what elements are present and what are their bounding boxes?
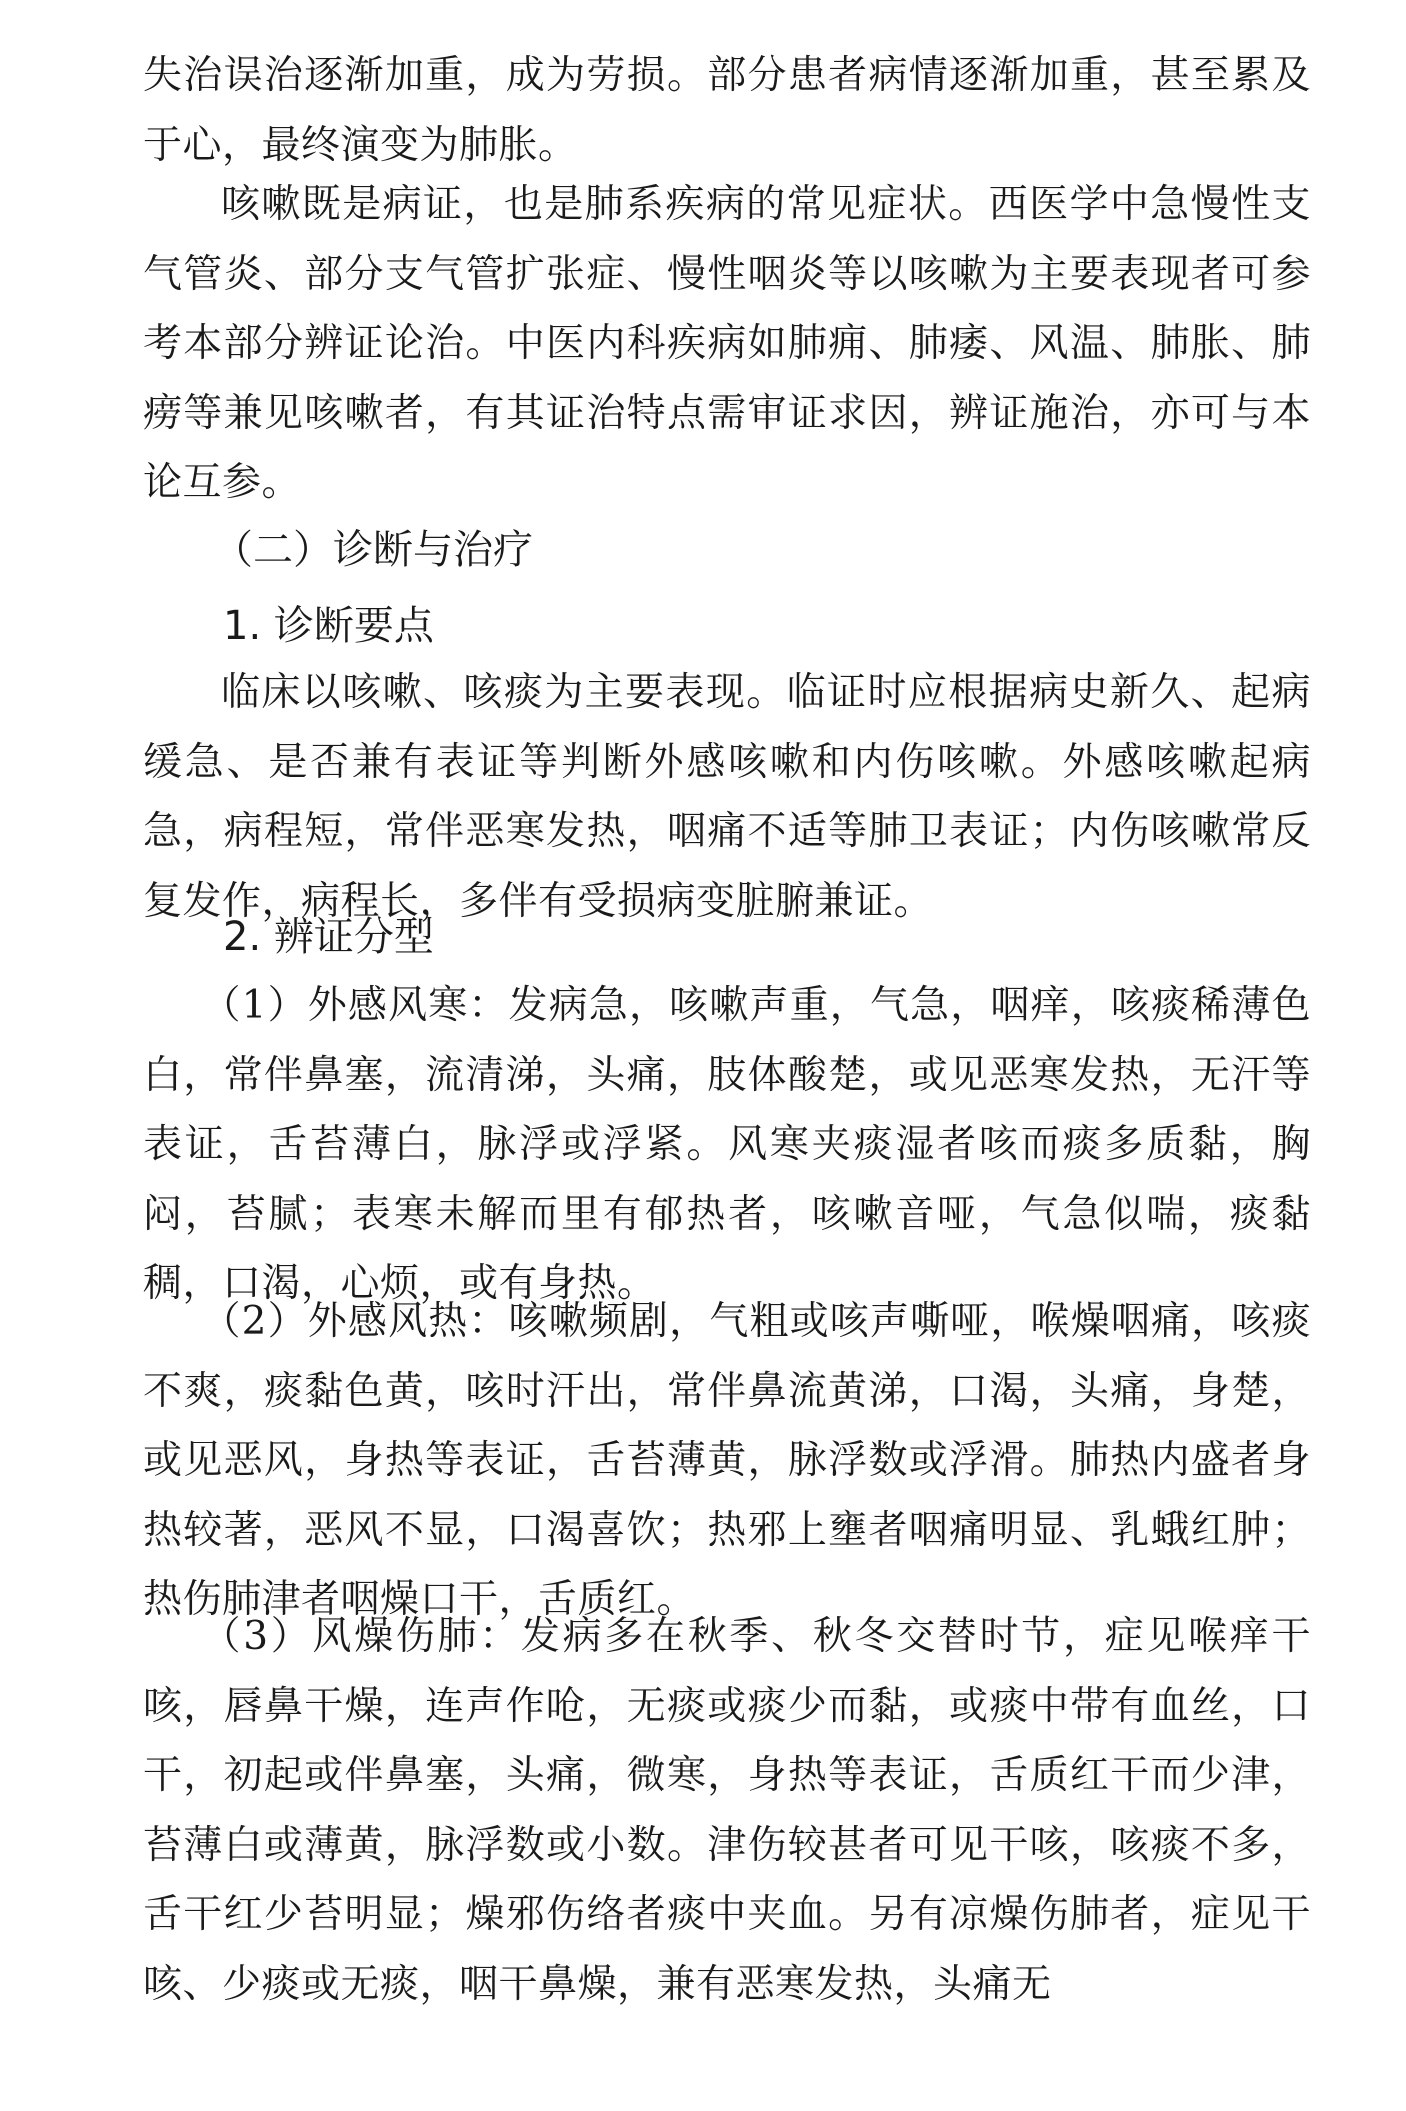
paragraph-continuation: 失治误治逐渐加重，成为劳损。部分患者病情逐渐加重，甚至累及于心，最终演变为肺胀。	[143, 53, 1311, 168]
paragraph-cough-overview: 咳嗽既是病证，也是肺系疾病的常见症状。西医学中急慢性支气管炎、部分支气管扩张症、慢性咽炎等以咳嗽为主要表现者可参考本部分辨证论治。中医内科疾病如肺痈、肺痿、风温、肺胀、肺痨等兼见咳嗽者，有其证治特点需审证求因，辨证施治，亦可与本论互参。	[143, 182, 1311, 505]
subheading-syndrome-types: 2. 辨证分型	[223, 914, 434, 960]
paragraph-wind-dryness: （3）风燥伤肺：发病多在秋季、秋冬交替时节，症见喉痒干咳，唇鼻干燥，连声作呛，无痰或痰少而黏，或痰中带有血丝，口干，初起或伴鼻塞，头痛，微寒，身热等表证，舌质红干而少津，苔薄白或薄黄，脉浮数或小数。津伤较甚者可见干咳，咳痰不多，舌干红少苔明显；燥邪伤络者痰中夹血。另有凉燥伤肺者，症见干咳、少痰或无痰，咽干鼻燥，兼有恶寒发热，头痛无	[143, 1614, 1311, 2007]
section-heading-diagnosis-treatment: （二）诊断与治疗	[213, 527, 533, 573]
paragraph-wind-heat: （2）外感风热：咳嗽频剧，气粗或咳声嘶哑，喉燥咽痛，咳痰不爽，痰黏色黄，咳时汗出，常伴鼻流黄涕，口渴，头痛，身楚，或见恶风，身热等表证，舌苔薄黄，脉浮数或浮滑。肺热内盛者身热较著，恶风不显，口渴喜饮；热邪上壅者咽痛明显、乳蛾红肿；热伤肺津者咽燥口干，舌质红。	[143, 1299, 1311, 1622]
paragraph-wind-cold: （1）外感风寒：发病急，咳嗽声重，气急，咽痒，咳痰稀薄色白，常伴鼻塞，流清涕，头痛，肢体酸楚，或见恶寒发热，无汗等表证，舌苔薄白，脉浮或浮紧。风寒夹痰湿者咳而痰多质黏，胸闷，苔腻；表寒未解而里有郁热者，咳嗽音哑，气急似喘，痰黏稠，口渴，心烦，或有身热。	[143, 983, 1311, 1306]
subheading-diagnosis-points: 1. 诊断要点	[223, 603, 434, 649]
paragraph-diagnosis-points: 临床以咳嗽、咳痰为主要表现。临证时应根据病史新久、起病缓急、是否兼有表证等判断外感咳嗽和内伤咳嗽。外感咳嗽起病急，病程短，常伴恶寒发热，咽痛不适等肺卫表证；内伤咳嗽常反复发作，病程长，多伴有受损病变脏腑兼证。	[143, 670, 1311, 924]
